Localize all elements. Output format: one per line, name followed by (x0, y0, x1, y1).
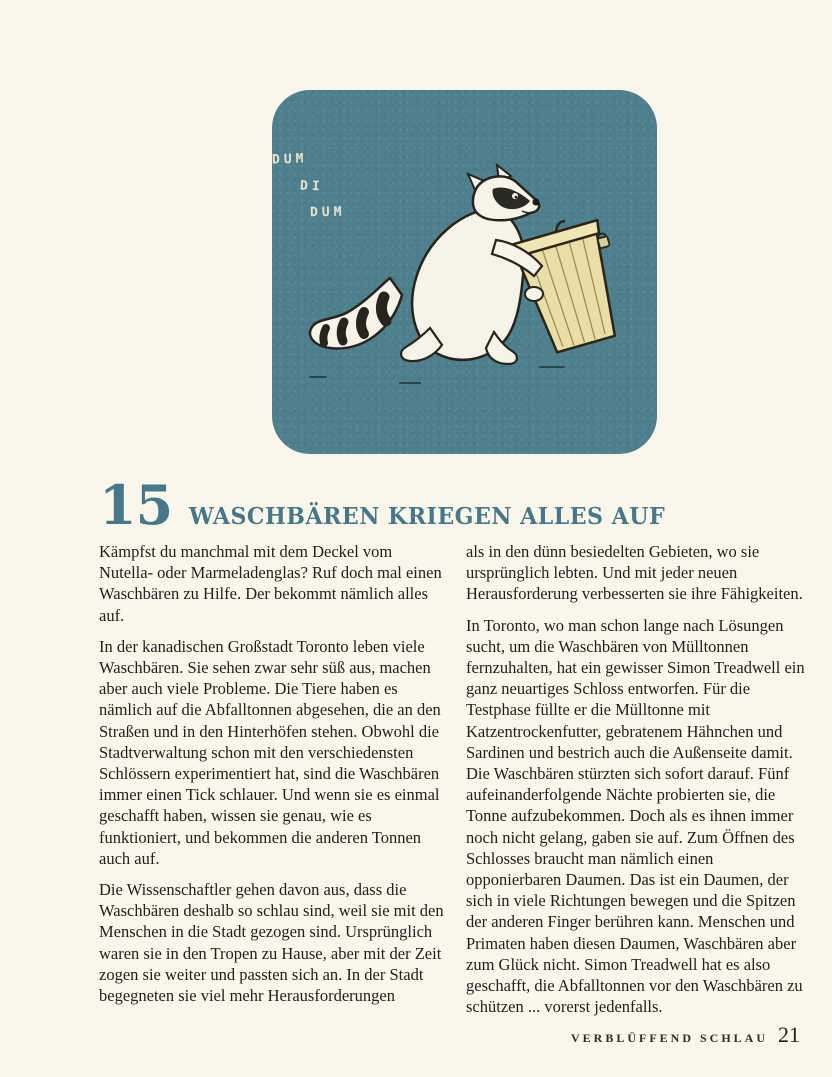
sound-word: DUM (309, 204, 346, 221)
raccoon-tail (310, 278, 402, 348)
chapter-number: 15 (99, 473, 173, 537)
text-column-left (99, 541, 447, 1017)
raccoon-trashcan-illustration (272, 90, 657, 454)
sound-word: DI (299, 178, 324, 195)
raccoon-eye (512, 193, 518, 199)
paragraph: Kämpfst du manchmal mit dem Deckel vom Nutella- oder Marmeladenglas? Ruf doch mal einen Waschbären zu Hilfe. Der bekommt nämlich alles auf. (99, 542, 442, 625)
page-footer (571, 1022, 800, 1048)
paragraph: In der kanadischen Großstadt Toronto leben viele Waschbären. Sie sehen zwar sehr süß aus, machen aber auch viele Probleme. Die Tiere haben es nämlich auf die Abfalltonnen abgesehen, die an den Straßen und in den Hinterhöfen stehen. Obwohl die Stadtverwaltung schon mit den verschiedensten Schlössern experimentiert hat, sind die Waschbären immer einen Tick schlauer. Und wenn sie es einmal geschafft haben, wissen sie genau, wie es funktioniert, und bekommen die anderen Tonnen auch auf. (99, 636, 441, 868)
raccoon-head (468, 165, 540, 220)
raccoon-nose (532, 198, 539, 205)
chapter-heading (99, 473, 685, 537)
body-text (99, 541, 811, 1017)
text-column-right (466, 541, 811, 1017)
sound-word: DUM (271, 151, 308, 168)
trash-can (506, 211, 634, 358)
running-head: VERBLÜFFEND SCHLAU (570, 1031, 768, 1045)
paragraph: Die Wissenschaftler gehen davon aus, dass die Waschbären deshalb so schlau sind, weil sie mit den Menschen in die Stadt gezogen sind. Ursprünglich waren sie in den Tropen zu Hause, aber mit der Zeit zogen sie weiter und passten sich an. In der Stadt begegneten sie viel mehr Herausforderungen (99, 880, 444, 1006)
chapter-illustration-panel (272, 90, 657, 454)
paragraph: In Toronto, wo man schon lange nach Lösungen sucht, um die Waschbären von Mülltonnen fernzuhalten, hat ein gewisser Simon Treadwell ein ganz neuartiges Schloss entworfen. Für die Testphase füllte er die Mülltonne mit Katzentrockenfutter, gebratenem Hähnchen und Sardinen und bestrich auch die Außenseite damit. Die Waschbären stürzten sich sofort darauf. Fünf aufeinanderfolgende Nächte probierten sie, die Tonne aufzubekommen. Doch als es ihnen immer noch nicht gelang, gaben sie auf. Zum Öffnen des Schlosses braucht man nämlich einen opponierbaren Daumen. Das ist ein Daumen, der sich in viele Richtungen bewegen und die Spitzen der anderen Finger berühren kann. Menschen und Primaten haben diesen Daumen, Waschbären aber zum Glück nicht. Simon Treadwell hat es also geschafft, die Abfalltonnen vor den Waschbären zu schützen ... vorerst jedenfalls. (466, 615, 805, 1017)
chapter-title: WASCHBÄREN KRIEGEN ALLES AUF (189, 503, 666, 530)
raccoon-paw (525, 287, 543, 301)
page-number: 21 (778, 1022, 800, 1047)
ground-dashes (310, 367, 564, 383)
paragraph: als in den dünn besiedelten Gebieten, wo sie ursprünglich lebten. Und mit jeder neuen Herausforderung verbesserten sie ihre Fähigkeiten. (466, 542, 803, 604)
